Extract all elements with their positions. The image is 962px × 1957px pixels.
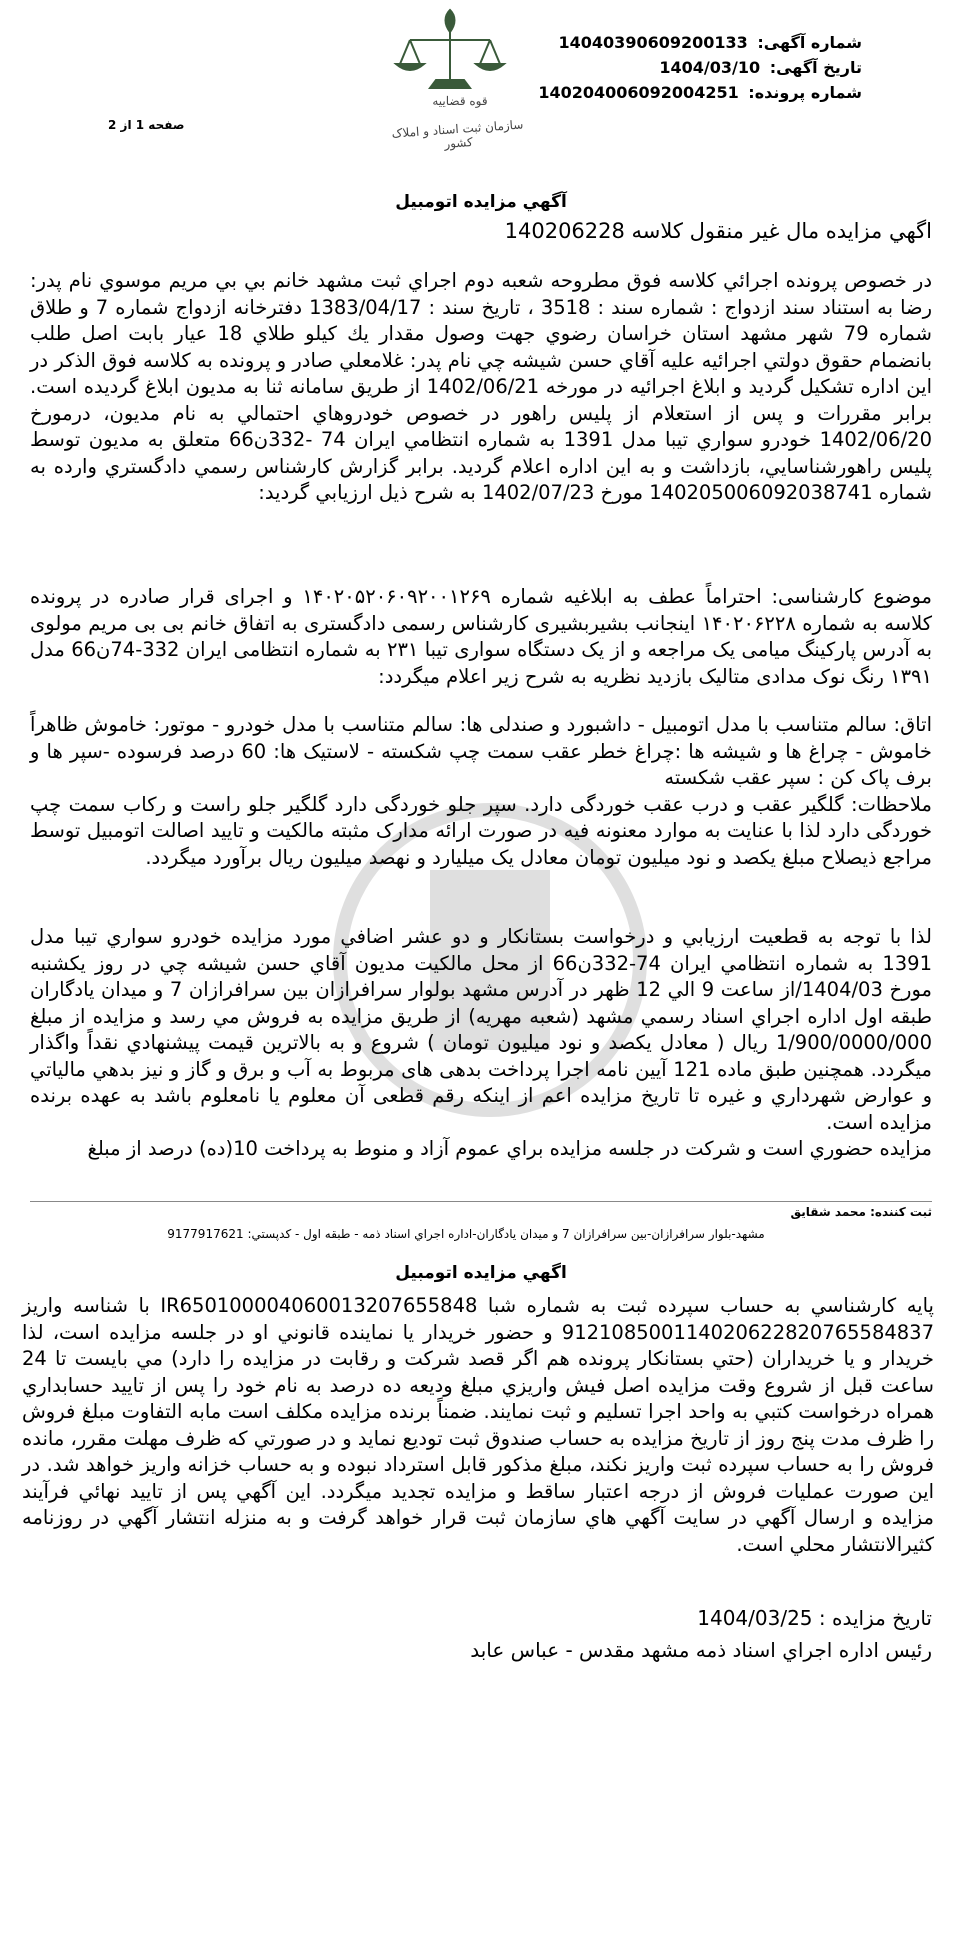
paragraph-payment-terms: پايه كارشناسي به حساب سپرده ثبت به شماره شبا IR650100004060013207655848 با شناسه واريز 912108500114020622820765584837 و حضور خريدار يا نماينده قانوني او در جلسه مزايده است، لذا خريدار و يا خريداران (حتي بستانكار پرونده هم اگر قصد شركت و رقابت در مزايده را دارد) مي بايست تا 24 ساعت قبل از شروع وقت مزايده اصل فيش واريزي مبلغ وديعه ده درصد به نام خود را پس از تاييد حسابداري همراه درخواست كتبي به واحد اجرا تسليم و ثبت نمايند. ضمناً برنده مزايده مكلف است مابه التفاوت مبلغ فروش را ظرف مدت پنج روز از تاريخ مزايده به حساب صندوق ثبت توديع نمايد و در صورتي كه ظرف مهلت مقرر، مانده فروش را به حساب سپرده ثبت واريز نكند، مبلغ مذكور قابل استرداد نبوده و به حساب خزانه واريز خواهد شد. در اين صورت عمليات فروش از درجه اعتبار ساقط و مزايده تجديد ميگردد. اين آگهي پس از تاييد نهائي فرآيند مزايده و ارسال آگهي در سايت آگهي هاي سازمان ثبت قرار خواهد گرفت و به منزله انتشار آگهي در روزنامه كثيرالانتشار محلي است. bbox=[22, 1294, 934, 1556]
ad-date: 1404/03/10 bbox=[659, 58, 761, 77]
emblem-caption-bottom: سازمان ثبت اسناد و املاک کشور bbox=[391, 117, 524, 151]
document-title: آگهي مزايده اتومبيل bbox=[395, 192, 567, 212]
case-number-label: شماره پرونده: bbox=[748, 83, 862, 102]
paragraph-vehicle-condition: اتاق: سالم متناسب با مدل اتومبيل - داشبورد و صندلی ها: سالم متناسب با مدل خودرو - موتور: خاموش ظاهراً خاموش - چراغ ها و شيشه ها :چراغ خطر عقب سمت چپ شكسته - لاستيک ها: 60 درصد فرسوده -سپر ها و برف پاک كن : سپر عقب شكسته ملاحظات: گلگیر عقب و درب عقب خوردگی دارد. سپر جلو خوردگی دارد گلگیر جلو راست و رکاب سمت چپ خوردگی دارد لذا با عنایت به موارد معنونه فیه در صورت ارائه مدارک مثبته مالکیت و تایید اصالت اتومبیل توسط مراجع ذیصلاح مبلغ یکصد و نود میلیون تومان معادل یک میلیارد و نهصد میلیون ریال برآورد میگردد. bbox=[30, 713, 932, 869]
registrar-label: ثبت كننده: bbox=[870, 1205, 932, 1219]
emblem-caption-top: قوه قضاییه bbox=[432, 94, 488, 108]
ad-date-row bbox=[502, 55, 862, 80]
paragraph-expert-subject: موضوع کارشناسی: احتراماً عطف به ابلاغیه شماره ۱۴۰۲۰۵۲۰۶۰۹۲۰۰۱۲۶۹ و اجرای قرار صادره در پرونده کلاسه به شماره ۱۴۰۲۰۶۲۲۸ اینجانب بشیربشیری کارشناس رسمی دادگستری به اتفاق خانم بی بی مریم مولوی به آدرس پارکینگ میامی یک مراجعه و از یک دستگاه سواری تیبا ۲۳۱ به شماره انتظامی ایران 332-74ن66 مدل ۱۳۹۱ رنگ نوک مدادی متالیک بازدید نظریه به شرح زیر اعلام میگردد: bbox=[30, 585, 932, 688]
ad-number-label: شماره آگهی: bbox=[757, 33, 862, 52]
ad-number-row bbox=[502, 30, 862, 55]
signatory: رئيس اداره اجراي اسناد ذمه مشهد مقدس - عباس عابد bbox=[470, 1638, 932, 1662]
header-meta bbox=[502, 30, 862, 105]
divider bbox=[30, 1201, 932, 1202]
registrar-name: محمد شقايق bbox=[790, 1205, 866, 1219]
auction-date: 1404/03/25 bbox=[697, 1606, 813, 1630]
paragraph-case-details: در خصوص پرونده اجرائي كلاسه فوق مطروحه شعبه دوم اجراي ثبت مشهد خانم بي بي مريم موسوي نام پدر: رضا به استناد سند ازدواج : شماره سند : 3518 ، تاريخ سند : 1383/04/17 دفترخانه ازدواج شماره 7 و طلاق شماره 79 شهر مشهد استان خراسان رضوي جهت وصول مقدار يك كيلو طلاي 18 عيار بابت اصل طلب بانضمام حقوق دولتي اجرائيه عليه آقاي حسن شيشه چي نام پدر: غلامعلي صادر و پرونده به كلاسه فوق الذكر در اين اداره تشكيل گرديد و ابلاغ اجرائيه در مورخه 1402/06/21 از طريق سامانه ثنا به مديون ابلاغ گرديده است. برابر مقررات و پس از استعلام از پليس راهور در خصوص خودروهاي احتمالي به نام مديون، درمورخ 1402/06/20 خودرو سواري تيبا مدل 1391 به شماره انتظامي ايران 74 -332ن66 متعلق به مديون توسط پليس راهورشناسايي، بازداشت و به اين اداره اعلام گرديد. برابر گزارش كارشناس رسمي دادگستري وارده به شماره 140205006092038741 مورخ 1402/07/23 به شرح ذيل ارزيابي گرديد: bbox=[30, 269, 933, 504]
document-subtitle: اگهي مزايده مال غير منقول كلاسه 140206228 bbox=[504, 219, 932, 243]
case-number: 140204006092004251 bbox=[538, 83, 739, 102]
registrar bbox=[790, 1205, 932, 1219]
auction-date-line bbox=[697, 1606, 932, 1630]
office-address: مشهد-بلوار سرافرازان-بين سرافرازان 7 و ميدان يادگاران-اداره اجراي اسناد ذمه - طبقه اول - کدپستي: 9177917621 bbox=[167, 1227, 765, 1241]
case-number-row bbox=[502, 80, 862, 105]
page-info: صفحه 1 از 2 bbox=[108, 118, 185, 132]
paragraph-auction-terms: لذا با توجه به قطعيت ارزيابي و درخواست بستانكار و دو عشر اضافي مورد مزايده خودرو سواري تيبا مدل 1391 به شماره انتظامي ايران 74-332ن66 از محل مالكيت مديون آقاي حسن شيشه چي در روز يكشنبه مورخ 1404/03/از ساعت 9 الي 12 ظهر در آدرس مشهد بولوار سرافرازان بين سرافرازان 7 و ميدان يادگاران طبقه اول اداره اجراي اسناد رسمي مشهد (شعبه مهريه) از طريق مزايده به فروش مي رسد و مزايده از مبلغ 1/900/0000/000 ريال ( معادل يكصد و نود ميليون تومان ) شروع و به بالاترين قيمت پيشنهادي نقداً واگذار ميگردد. همچنين طبق ماده 121 آيين نامه اجرا پرداخت بدهی های مربوط به آب و برق و گاز و نيز بدهي مالياتي و عوارض شهرداري و غيره تا تاريخ مزايده اعم از اينكه رقم قطعی آن معلوم يا نامعلوم باشد به عهده برنده مزايده است. مزايده حضوري است و شركت در جلسه مزايده براي عموم آزاد و منوط به پرداخت 10(ده) درصد از مبلغ bbox=[30, 925, 932, 1160]
ad-date-label: تاریخ آگهی: bbox=[769, 58, 862, 77]
auction-date-label: تاريخ مزايده : bbox=[818, 1606, 932, 1630]
document-title-page-2: اگهي مزايده اتومبيل bbox=[395, 1263, 567, 1283]
ad-number: 14040390609200133 bbox=[558, 33, 748, 52]
